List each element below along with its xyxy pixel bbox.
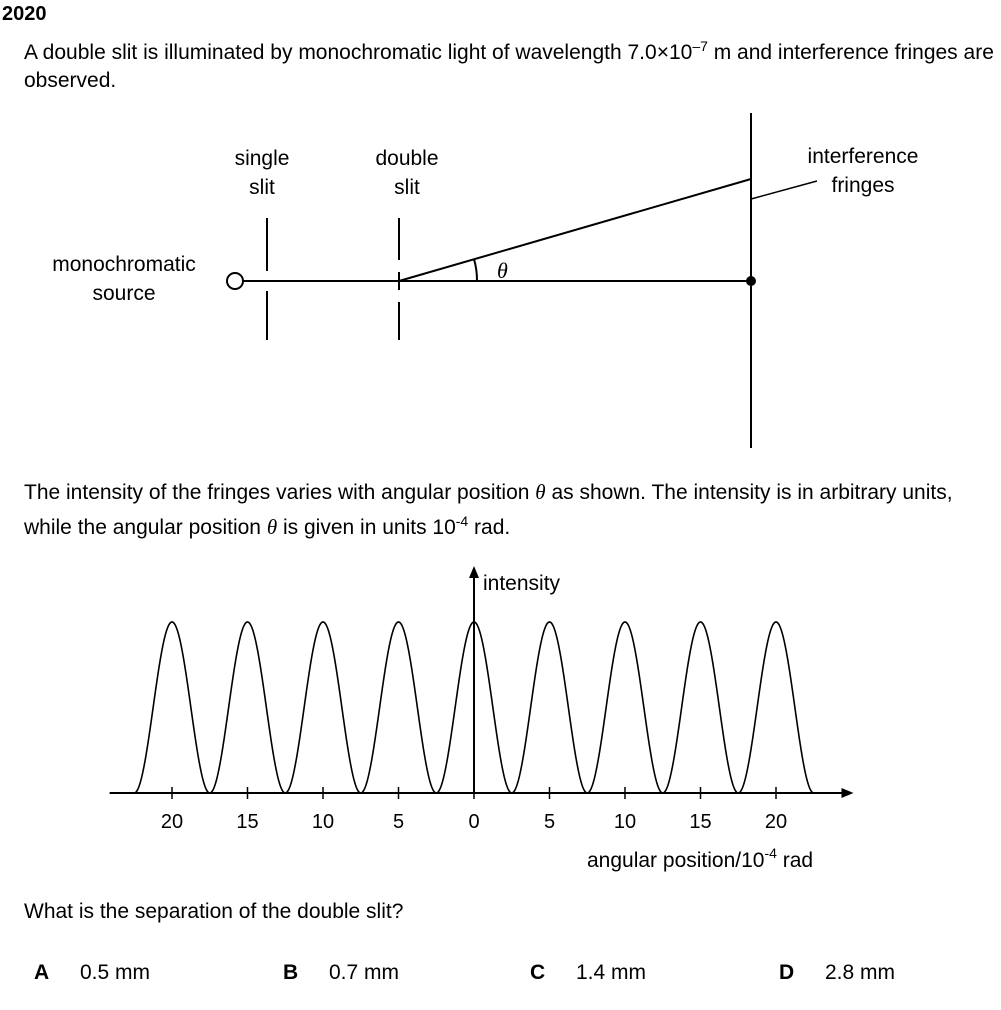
power-base: 10 xyxy=(668,41,693,64)
fringes-label-line-2: fringes xyxy=(831,174,895,197)
x-tick-label-0: 20 xyxy=(160,811,184,833)
x-tick-label-8: 20 xyxy=(764,811,788,833)
chart-description xyxy=(24,478,999,542)
y-axis-arrowhead xyxy=(469,566,479,578)
desc-text-1: The intensity of the fringes varies with angular position xyxy=(24,481,536,504)
intro-text-1: A double slit is illuminated by monochromatic light of wavelength xyxy=(24,41,628,64)
x-tick-label-7: 15 xyxy=(689,811,712,833)
x-tick-label-3: 5 xyxy=(392,811,405,833)
option-a[interactable] xyxy=(34,961,150,985)
angle-theta-label: θ xyxy=(497,258,508,283)
x-tick-label-2: 10 xyxy=(311,811,335,833)
theta-symbol-1: θ xyxy=(535,480,546,504)
option-d[interactable] xyxy=(779,961,895,985)
source-label-line-2: source xyxy=(92,282,156,305)
option-c[interactable] xyxy=(530,961,646,985)
desc-text-3: is given in units 10 xyxy=(277,516,456,539)
option-d-text: 2.8 mm xyxy=(825,961,896,984)
fringes-label-line-1: interference xyxy=(807,145,919,168)
question-text: What is the separation of the double slit? xyxy=(24,900,404,923)
intro-text-2: m and interference fringes are observed. xyxy=(24,41,994,92)
fringes-pointer-line xyxy=(751,181,817,199)
wavelength-exponent: –7 xyxy=(692,38,708,54)
source-label-line-1: monochromatic xyxy=(52,253,196,276)
x-axis-arrowhead xyxy=(842,788,854,798)
x-tick-label-6: 10 xyxy=(613,811,637,833)
desc-exponent: -4 xyxy=(455,513,469,529)
desc-text-4: rad. xyxy=(468,516,511,539)
single-slit-label-line-1: single xyxy=(234,147,290,170)
x-axis-label: angular position/$10^{-4}$ rad xyxy=(587,845,814,872)
apparatus-diagram xyxy=(227,113,817,448)
option-c-letter: C xyxy=(530,961,546,984)
double-slit-label-line-1: double xyxy=(375,147,439,170)
option-d-letter: D xyxy=(779,961,795,984)
x-tick-label-5: 5 xyxy=(543,811,556,833)
option-b[interactable] xyxy=(283,961,399,985)
intensity-chart xyxy=(110,566,854,872)
option-b-letter: B xyxy=(283,961,299,984)
times-sign: × xyxy=(656,41,669,64)
option-a-letter: A xyxy=(34,961,50,984)
source-circle xyxy=(227,273,243,289)
option-a-text: 0.5 mm xyxy=(80,961,151,984)
diffracted-ray xyxy=(399,179,751,281)
x-tick-label-4: 0 xyxy=(468,811,480,833)
question-year: 2020 xyxy=(2,3,47,25)
desc-text-2: as shown. The intensity is in arbitrary units, while the angular position xyxy=(24,481,953,539)
theta-symbol-2: θ xyxy=(266,515,278,539)
y-axis-label: intensity xyxy=(483,572,561,595)
option-b-text: 0.7 mm xyxy=(329,961,400,984)
double-slit-label-line-2: slit xyxy=(394,176,420,199)
angle-arc xyxy=(474,259,477,281)
single-slit-label-line-2: slit xyxy=(249,176,275,199)
option-c-text: 1.4 mm xyxy=(576,961,647,984)
wavelength-mantissa: 7.0 xyxy=(627,41,657,64)
x-tick-label-1: 15 xyxy=(236,811,259,833)
central-fringe-dot xyxy=(747,277,755,285)
